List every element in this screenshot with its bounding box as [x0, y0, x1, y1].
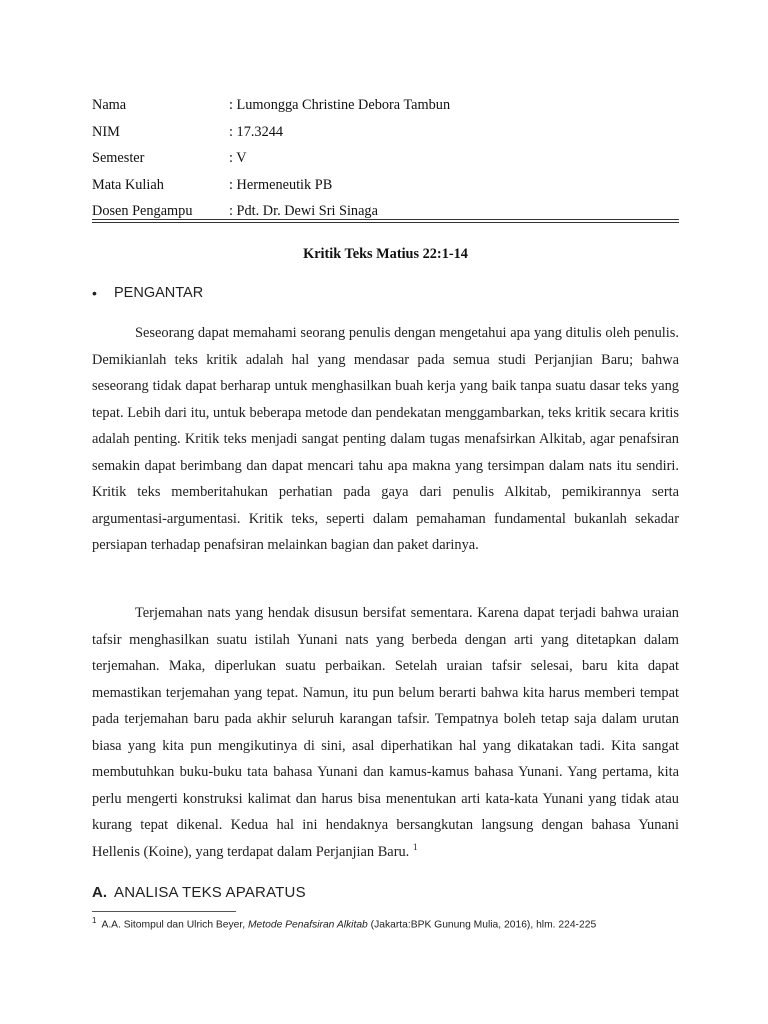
info-value: : Pdt. Dr. Dewi Sri Sinaga: [229, 203, 378, 220]
info-label: Semester: [92, 150, 145, 167]
info-value: : Hermeneutik PB: [229, 176, 333, 193]
paragraph-intro: Seseorang dapat memahami seorang penulis dengan mengetahui apa yang ditulis oleh penulis. Demikianlah teks kritik adalah hal yang mendasar pada semua studi Perjanjian Baru; bahwa seseorang tidak dapat berharap untuk menghasilkan buah kerja yang baik tanpa suatu dasar teks yang tepat. Lebih dari itu, untuk beberapa metode dan pendekatan menggambarkan, teks kritik secara kritis adalah penting. Kritik teks menjadi sangat penting dalam tugas menafsirkan Alkitab, agar penafsiran semakin dapat berimbang dan dapat mencari tahu apa makna yang tersimpan dalam nats itu sendiri. Kritik teks memberitahukan perhatian pada gaya dari penulis Alkitab, pemikirannya serta argumentasi-argumentasi. Kritik teks, seperti dalam pemahaman fundamental bukanlah sekadar persiapan terhadap penafsiran melainkan bagian dan paket darinya.: [92, 325, 679, 553]
header-divider-top: [92, 219, 679, 220]
bullet-icon: •: [92, 285, 97, 301]
info-row-nim: [92, 119, 680, 146]
info-label: NIM: [92, 123, 120, 140]
info-value: : 17.3244: [229, 123, 284, 140]
info-label: Dosen Pengampu: [92, 203, 193, 220]
footnote-book-title: Metode Penafsiran Alkitab: [247, 919, 368, 931]
info-row-nama: [92, 92, 680, 119]
info-row-mata-kuliah: [92, 172, 680, 199]
info-value: : V: [229, 150, 247, 167]
document-title: Kritik Teks Matius 22:1-14: [303, 246, 468, 262]
paragraph-translation: [92, 600, 679, 865]
bullet-heading: [92, 285, 203, 301]
header-divider-bottom: [92, 222, 679, 223]
footnote-publication: (Jakarta:BPK Gunung Mulia, 2016), hlm. 224-225: [367, 919, 597, 931]
section-heading: [92, 884, 306, 901]
paragraph-translation-text: Terjemahan nats yang hendak disusun bersifat sementara. Karena dapat terjadi bahwa uraian tafsir menghasilkan suatu istilah Yunani nats yang berbeda dengan arti yang ditetapkan dalam terjemahan. Maka, diperlukan suatu perbaikan. Setelah uraian tafsir selesai, baru kita dapat memastikan terjemahan yang tepat. Namun, itu pun belum berarti bahwa kita harus memberi tempat pada terjemahan baru pada akhir seluruh karangan tafsir. Tempatnya boleh tetap saja dalam urutan biasa yang kita pun mengikutinya di sini, asal diperhatikan hal yang dikatakan tadi. Kita sangat membutuhkan buku-buku tata bahasa Yunani dan kamus-kamus bahasa Yunani. Yang pertama, kita perlu mengerti konstruksi kalimat dan harus bisa menentukan arti kata-kata Yunani yang tidak atau kurang tepat dikenal. Kedua hal ini hendaknya bersangkutan langsung dengan bahasa Yunani Hellenis (Koine), yang terdapat dalam Perjanjian Baru.: [92, 605, 679, 860]
info-row-dosen: [92, 198, 680, 225]
student-info-header: [92, 92, 680, 225]
info-row-semester: [92, 145, 680, 172]
section-title: ANALISA TEKS APARATUS: [114, 884, 306, 901]
info-label: Nama: [92, 97, 127, 114]
bullet-heading-text: PENGANTAR: [114, 285, 204, 301]
info-value: : Lumongga Christine Debora Tambun: [229, 97, 451, 114]
footnote-authors: A.A. Sitompul dan Ulrich Beyer,: [101, 919, 248, 931]
footnote-number: 1: [92, 916, 97, 925]
footnote-reference[interactable]: 1: [412, 842, 418, 853]
info-label: Mata Kuliah: [92, 176, 164, 193]
section-letter: A.: [92, 884, 107, 901]
footnote-separator: [92, 911, 236, 912]
footnote: [92, 916, 596, 930]
